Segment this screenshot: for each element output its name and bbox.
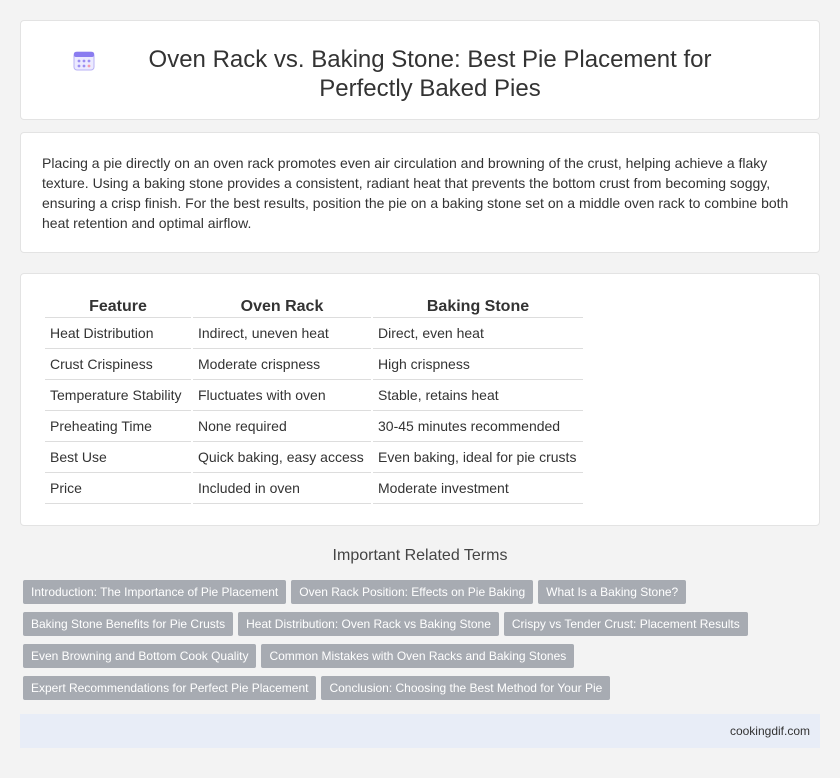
comparison-table xyxy=(43,296,585,504)
term-tag[interactable]: Expert Recommendations for Perfect Pie Placement xyxy=(23,676,316,700)
term-tag[interactable]: Even Browning and Bottom Cook Quality xyxy=(23,644,256,668)
column-header-oven-rack: Oven Rack xyxy=(193,296,371,318)
table-cell: Temperature Stability xyxy=(45,380,191,411)
table-row xyxy=(45,473,583,504)
column-header-feature: Feature xyxy=(45,296,191,318)
term-tag[interactable]: Oven Rack Position: Effects on Pie Baking xyxy=(291,580,533,604)
table-cell: Included in oven xyxy=(193,473,371,504)
table-cell: Even baking, ideal for pie crusts xyxy=(373,442,583,473)
table-cell: Preheating Time xyxy=(45,411,191,442)
table-row xyxy=(45,380,583,411)
table-cell: 30-45 minutes recommended xyxy=(373,411,583,442)
tag-row xyxy=(23,580,823,604)
table-cell: Direct, even heat xyxy=(373,318,583,349)
term-tag[interactable]: Conclusion: Choosing the Best Method for Your Pie xyxy=(321,676,610,700)
table-cell: Quick baking, easy access xyxy=(193,442,371,473)
related-terms-title: Important Related Terms xyxy=(332,547,508,564)
footer-bar xyxy=(20,714,820,748)
column-header-baking-stone: Baking Stone xyxy=(373,296,583,318)
header-card xyxy=(20,20,820,120)
term-tag[interactable]: Baking Stone Benefits for Pie Crusts xyxy=(23,612,233,636)
table-cell: Crust Crispiness xyxy=(45,349,191,380)
table-cell: None required xyxy=(193,411,371,442)
table-cell: Moderate investment xyxy=(373,473,583,504)
tag-row xyxy=(23,612,823,636)
page-title: Oven Rack vs. Baking Stone: Best Pie Placement for Perfectly Baked Pies xyxy=(148,46,712,102)
footer-site-name[interactable]: cookingdif.com xyxy=(729,724,810,738)
table-cell: Price xyxy=(45,473,191,504)
calendar-grid-icon xyxy=(73,49,95,71)
term-tag[interactable]: Heat Distribution: Oven Rack vs Baking Stone xyxy=(238,612,499,636)
term-tag[interactable]: Introduction: The Importance of Pie Placement xyxy=(23,580,286,604)
title-wrap xyxy=(21,45,819,103)
term-tag[interactable]: What Is a Baking Stone? xyxy=(538,580,686,604)
comparison-card xyxy=(20,273,820,526)
table-cell: Indirect, uneven heat xyxy=(193,318,371,349)
table-row xyxy=(45,318,583,349)
table-cell: Moderate crispness xyxy=(193,349,371,380)
intro-card xyxy=(20,132,820,253)
term-tag[interactable]: Common Mistakes with Oven Racks and Baking Stones xyxy=(261,644,574,668)
related-terms-list xyxy=(23,580,823,708)
table-cell: Heat Distribution xyxy=(45,318,191,349)
table-row xyxy=(45,442,583,473)
tag-row xyxy=(23,676,823,700)
table-cell: Best Use xyxy=(45,442,191,473)
tag-row xyxy=(23,644,823,668)
table-cell: High crispness xyxy=(373,349,583,380)
table-cell: Fluctuates with oven xyxy=(193,380,371,411)
table-header-row xyxy=(45,296,583,318)
table-row xyxy=(45,349,583,380)
table-row xyxy=(45,411,583,442)
table-cell: Stable, retains heat xyxy=(373,380,583,411)
term-tag[interactable]: Crispy vs Tender Crust: Placement Results xyxy=(504,612,748,636)
intro-paragraph: Placing a pie directly on an oven rack promotes even air circulation and browning of the crust, helping achieve a flaky texture. Using a baking stone provides a consistent, radiant heat that prevents the bottom crust from becoming soggy, ensuring a crisp finish. For the best results, position the pie on a baking stone set on a middle oven rack to combine both heat retention and optimal airflow. xyxy=(42,155,789,231)
